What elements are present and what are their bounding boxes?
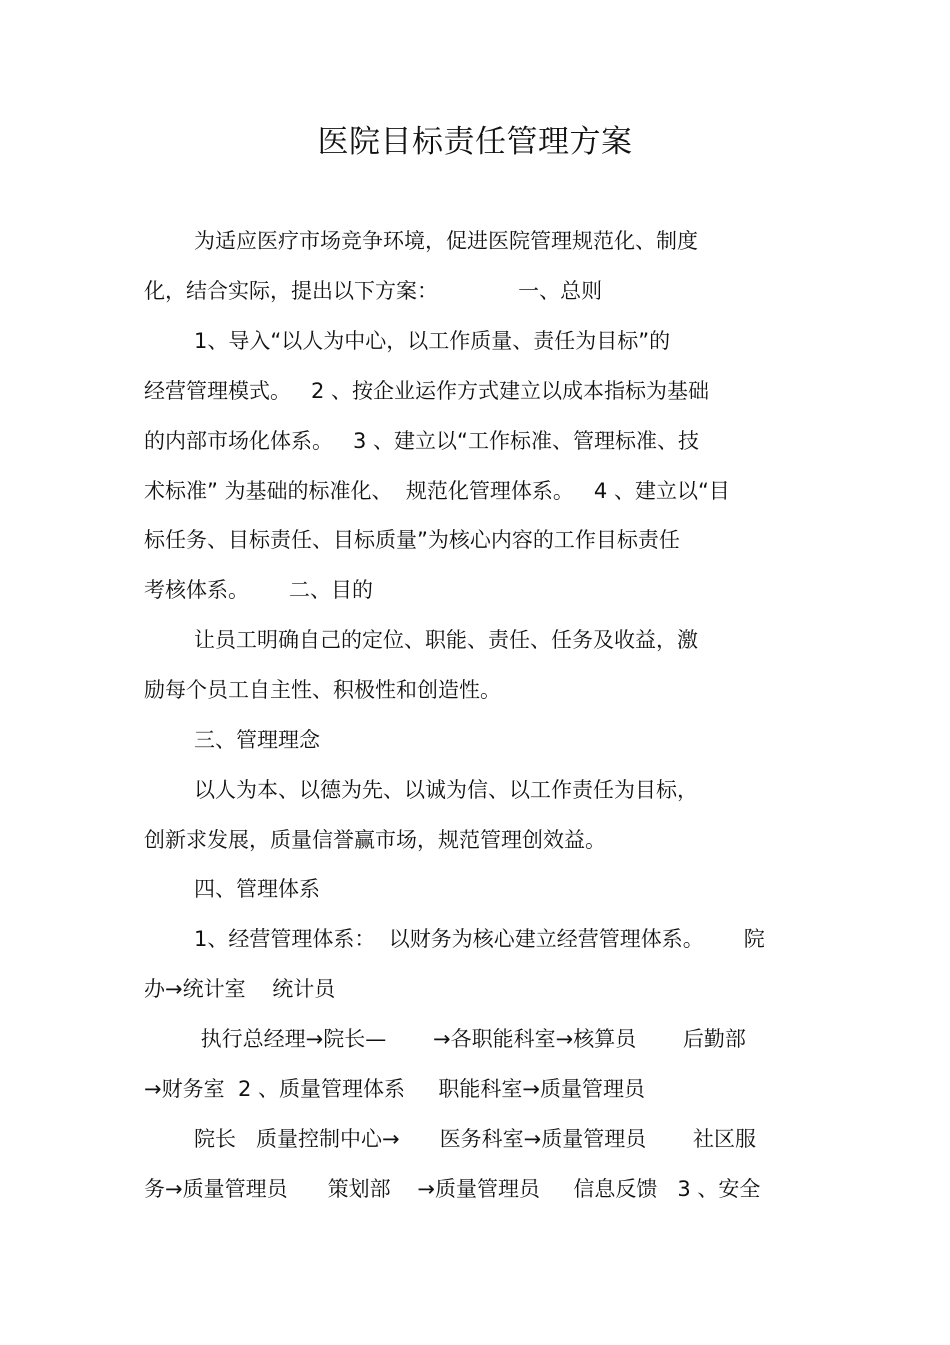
paragraph-line: 考核体系。 二、目的: [144, 578, 374, 602]
paragraph-line: 经营管理模式。 2 、按企业运作方式建立以成本指标为基础: [144, 379, 710, 403]
paragraph-line: →财务室 2 、质量管理体系 职能科室→质量管理员: [144, 1077, 645, 1101]
paragraph-line: 术标准” 为基础的标准化、 规范化管理体系。 4 、建立以“目: [144, 479, 730, 503]
paragraph-line: 务→质量管理员 策划部 →质量管理员 信息反馈 3 、安全: [144, 1177, 761, 1201]
paragraph-line: 1、导入“以人为中心，以工作质量、责任为目标”的: [194, 329, 671, 353]
paragraph-line: 创新求发展，质量信誉赢市场，规范管理创效益。: [144, 828, 606, 852]
paragraph-line: 执行总经理→院长— →各职能科室→核算员 后勤部: [194, 1027, 746, 1051]
paragraph-line: 办→统计室 统计员: [144, 977, 336, 1001]
paragraph-line: 院长 质量控制中心→ 医务科室→质量管理员 社区服: [194, 1127, 756, 1151]
document-title: 医院目标责任管理方案: [317, 124, 633, 160]
paragraph-line: 让员工明确自己的定位、职能、责任、任务及收益，激: [194, 628, 698, 652]
paragraph-line: 励每个员工自主性、积极性和创造性。: [144, 678, 501, 702]
section-heading: 三、管理理念: [194, 728, 320, 752]
paragraph-line: 为适应医疗市场竞争环境，促进医院管理规范化、制度: [194, 229, 698, 253]
paragraph-line: 化，结合实际，提出以下方案： 一、总则: [144, 279, 603, 303]
paragraph-line: 标任务、目标责任、目标质量”为核心内容的工作目标责任: [144, 528, 680, 552]
paragraph-line: 以人为本、以德为先、以诚为信、以工作责任为目标，: [194, 778, 698, 802]
section-heading: 四、管理体系: [194, 877, 320, 901]
paragraph-line: 的内部市场化体系。 3 、建立以“工作标准、管理标准、技: [144, 429, 699, 453]
paragraph-line: 1、经营管理体系： 以财务为核心建立经营管理体系。 院: [194, 927, 765, 951]
